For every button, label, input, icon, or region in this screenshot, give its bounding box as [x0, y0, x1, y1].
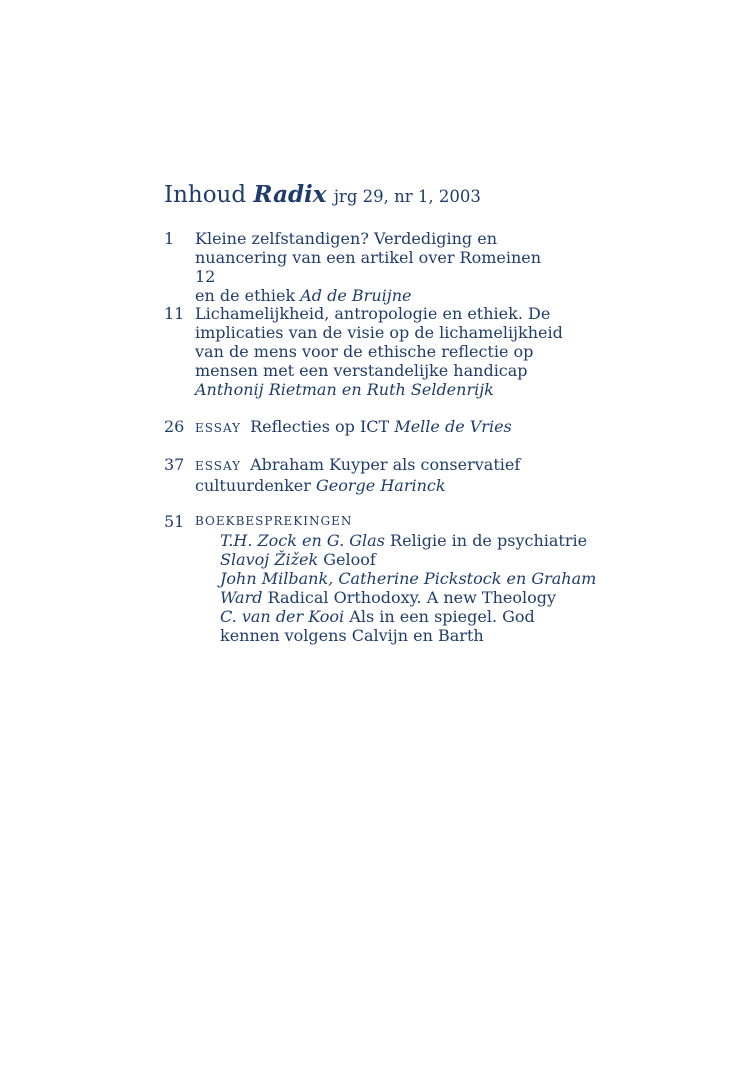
issue-info: jrg 29, nr 1, 2003	[333, 187, 481, 206]
entry-author: George Harinck	[316, 476, 446, 495]
entry-author: Ad de Bruijne	[300, 286, 412, 305]
toc-entry	[164, 417, 564, 438]
toc-entry	[164, 229, 564, 305]
page-number: 1	[164, 229, 175, 248]
entry-title: Reflecties op ICT	[250, 417, 390, 436]
toc-entry	[164, 304, 564, 399]
page-title	[164, 180, 481, 212]
entry-body	[195, 417, 564, 438]
page-number: 51	[164, 512, 185, 531]
entry-title-line: mensen met een verstandelijke handicap	[195, 361, 528, 380]
journal-name: Radix	[253, 181, 327, 208]
entry-title-line: Kleine zelfstandigen? Verdediging en	[195, 229, 498, 248]
entry-body	[195, 512, 564, 531]
review-title: kennen volgens Calvijn en Barth	[220, 626, 484, 645]
toc-entry	[164, 512, 597, 645]
review-title: Geloof	[323, 550, 376, 569]
entry-title-line: en de ethiek	[195, 286, 296, 305]
review-author: T.H. Zock en G. Glas	[220, 531, 385, 550]
entry-title-line: Abraham Kuyper als conservatief	[250, 455, 521, 474]
review-list	[220, 531, 597, 645]
review-title: Religie in de psychiatrie	[390, 531, 588, 550]
page-number: 26	[164, 417, 185, 436]
entry-body	[195, 229, 564, 305]
review-author: Slavoj Žižek	[220, 550, 319, 569]
review-item	[220, 550, 564, 569]
entry-author: Melle de Vries	[394, 417, 512, 436]
entry-body	[195, 455, 564, 495]
page-number: 11	[164, 304, 185, 323]
review-title: Radical Orthodoxy. A new Theology	[267, 588, 557, 607]
review-item	[220, 588, 564, 607]
review-author: John Milbank, Catherine Pickstock en Graham	[220, 569, 597, 588]
entry-title-line: van de mens voor de ethische reflectie op	[195, 342, 534, 361]
review-item	[220, 607, 564, 626]
section-label: BOEKBESPREKINGEN	[195, 514, 353, 528]
review-item	[220, 531, 588, 550]
entry-title-line: cultuurdenker	[195, 476, 311, 495]
entry-body	[195, 304, 564, 399]
page-number: 37	[164, 455, 185, 474]
title-word: Inhoud	[164, 182, 247, 208]
review-title: Als in een spiegel. God	[349, 607, 535, 626]
review-author: Ward	[220, 588, 263, 607]
entry-author: Anthonij Rietman en Ruth Seldenrijk	[195, 380, 494, 399]
section-label: ESSAY	[195, 421, 242, 435]
review-author: C. van der Kooi	[220, 607, 345, 626]
entry-title-line: implicaties van de visie op de lichamelijkheid	[195, 323, 563, 342]
section-label: ESSAY	[195, 459, 242, 473]
entry-title-line: nuancering van een artikel over Romeinen 12	[195, 248, 542, 286]
entry-title-line: Lichamelijkheid, antropologie en ethiek. De	[195, 304, 551, 323]
toc-entry	[164, 455, 564, 495]
